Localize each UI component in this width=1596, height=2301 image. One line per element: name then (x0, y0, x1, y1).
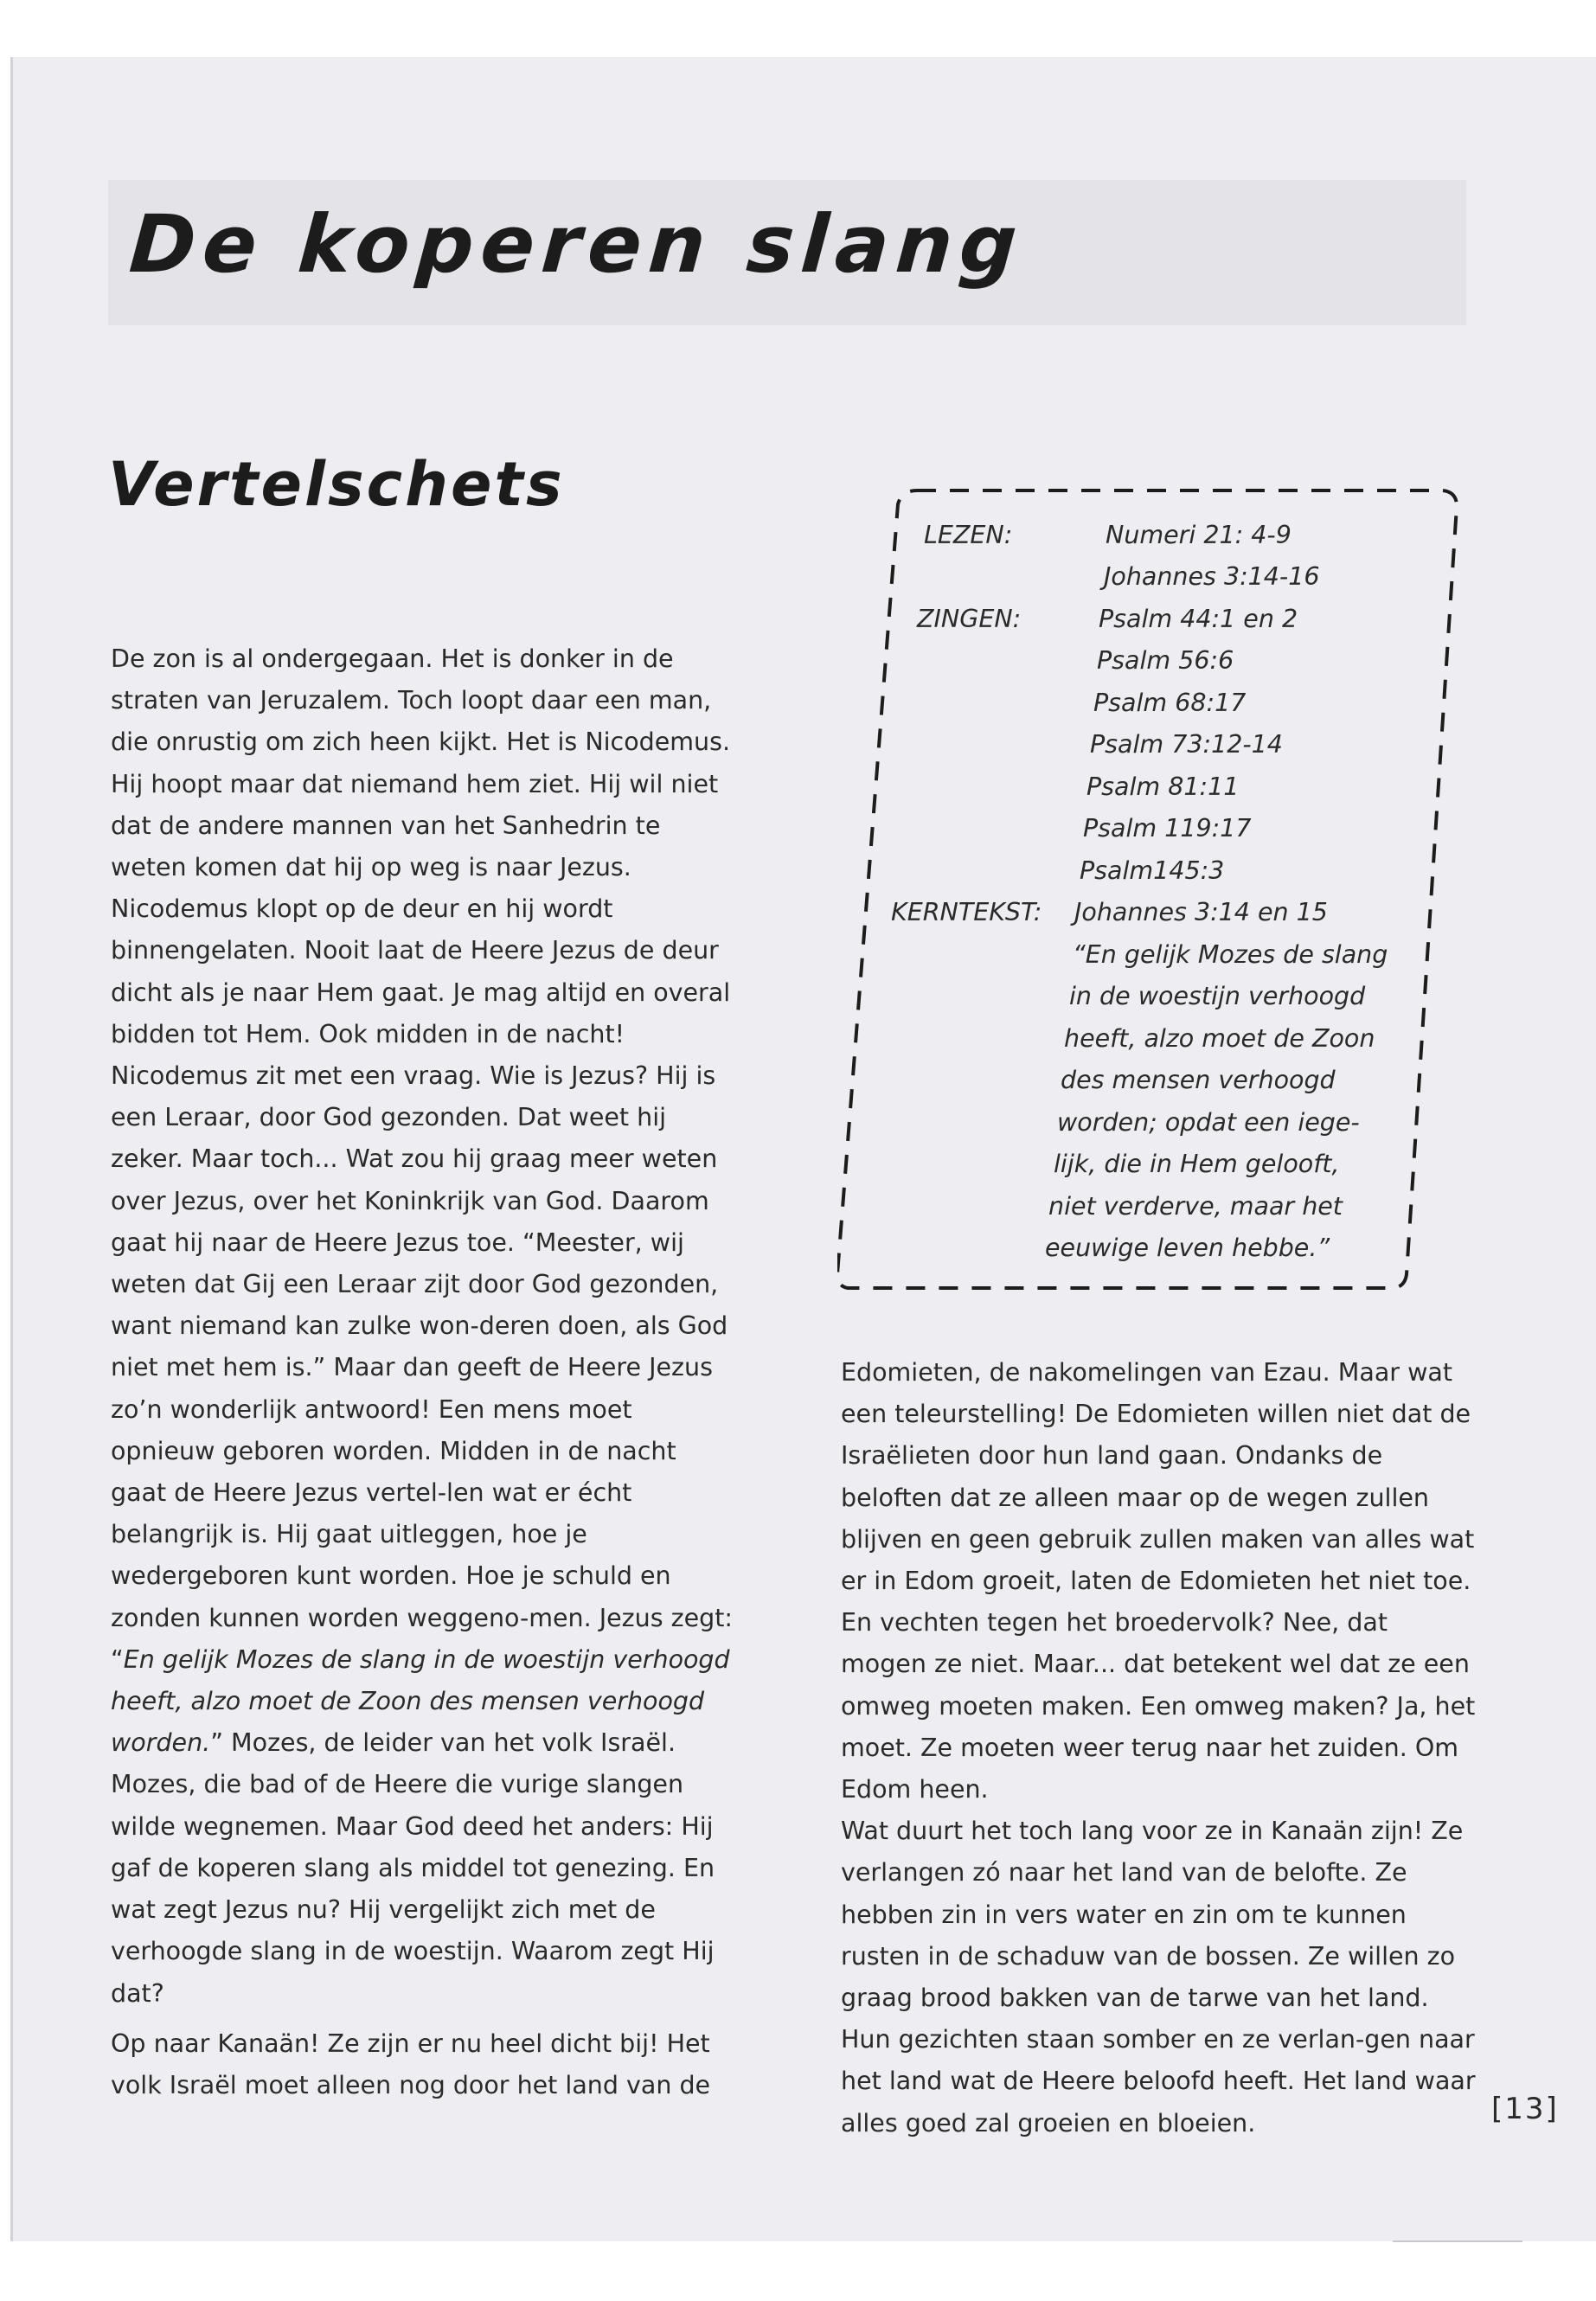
left-paragraph-1-text-b: ” Mozes, de leider van het volk Israël. Mozes, die bad of de Heere die vurige slangen wilde wegnemen. Maar God deed het anders: Hij gaf de koperen slang als middel tot genezing. En wat zegt Jezus nu? Hij vergelijkt zich met de verhoogde slang in de woestijn. Waarom zegt Hij dat? (111, 1728, 715, 2008)
right-column (841, 1352, 1477, 2144)
lezen-label: LEZEN: (924, 521, 1013, 549)
kerntekst-label: KERNTEKST: (891, 898, 1042, 926)
lezen-item: Numeri 21: 4-9 (1106, 521, 1292, 549)
kerntekst-line: eeuwige leven hebbe.” (1045, 1234, 1330, 1262)
right-paragraph-2: Wat duurt het toch lang voor ze in Kanaän zijn! Ze verlangen zó naar het land van de belofte. Ze hebben zin in vers water en zin om te kunnen rusten in de schaduw van de bossen. Ze willen zo graag brood bakken van de tarwe van het land. Hun gezichten staan somber en ze verlan-gen naar het land wat de Heere beloofd heeft. Het land waar alles goed zal groeien en bloeien. (841, 1817, 1476, 2138)
kerntekst-line: “En gelijk Mozes de slang (1073, 940, 1388, 969)
left-paragraph-1 (111, 638, 738, 2015)
left-column (111, 638, 738, 2106)
zingen-item: Psalm 73:12-14 (1090, 730, 1283, 759)
kerntekst-line: heeft, alzo moet de Zoon (1064, 1024, 1375, 1053)
zingen-label: ZINGEN: (917, 605, 1022, 633)
lezen-item: Johannes 3:14-16 (1104, 562, 1320, 591)
kerntekst-line: in de woestijn verhoogd (1069, 982, 1366, 1010)
kerntekst-line: lijk, die in Hem gelooft, (1054, 1150, 1340, 1178)
page-edge-line (1393, 2240, 1522, 2242)
kerntekst-line: niet verderve, maar het (1048, 1192, 1343, 1221)
zingen-item: Psalm 119:17 (1083, 814, 1252, 843)
zingen-item: Psalm 81:11 (1086, 772, 1240, 801)
kerntekst-line: worden; opdat een iege- (1057, 1108, 1360, 1137)
kerntekst-quote-inline: En gelijk Mozes de slang in de woestijn verhoogd heeft, alzo moet de Zoon des mensen verhoogd worden. (111, 1644, 730, 1758)
zingen-item: Psalm 44:1 en 2 (1099, 605, 1298, 633)
left-paragraph-2: Op naar Kanaän! Ze zijn er nu heel dicht bij! Het volk Israël moet alleen nog door het land van de (111, 2029, 711, 2099)
right-paragraph-1: Edomieten, de nakomelingen van Ezau. Maar wat een teleurstelling! De Edomieten willen niet dat de Israëlieten door hun land gaan. Ondanks de beloften dat ze alleen maar op de wegen zullen blijven en geen gebruik zullen maken van alles wat er in Edom groeit, laten de Edomieten het niet toe. En vechten tegen het broedervolk? Nee, dat mogen ze niet. Maar... dat betekent wel dat ze een omweg moeten maken. Een omweg maken? Ja, het moet. Ze moeten weer terug naar het zuiden. Om Edom heen. (841, 1358, 1476, 1804)
zingen-item: Psalm 56:6 (1097, 646, 1234, 675)
kerntekst-reference: Johannes 3:14 en 15 (1074, 898, 1328, 926)
zingen-item: Psalm145:3 (1080, 856, 1225, 885)
kerntekst-line: des mensen verhoogd (1061, 1066, 1336, 1094)
zingen-item: Psalm 68:17 (1093, 689, 1247, 717)
left-paragraph-1-text-a: De zon is al ondergegaan. Het is donker in de straten van Jeruzalem. Toch loopt daar een man, die onrustig om zich heen kijkt. Het is Nicodemus. Hij hoopt maar dat niemand hem ziet. Hij wil niet dat de andere mannen van het Sanhedrin te weten komen dat hij op weg is naar Jezus. Nicodemus klopt op de deur en hij wordt binnengelaten. Nooit laat de Heere Jezus de deur dicht als je naar Hem gaat. Je mag altijd en overal bidden tot Hem. Ook midden in de nacht! Nicodemus zit met een vraag. Wie is Jezus? Hij is een Leraar, door God gezonden. Dat weet hij zeker. Maar toch... Wat zou hij graag meer weten over Jezus, over het Koninkrijk van God. Daarom gaat hij naar de Heere Jezus toe. “Meester, wij weten dat Gij een Leraar zijt door God gezonden, want niemand kan zulke won-deren doen, als God niet met hem is.” Maar dan geeft de Heere Jezus zo’n wonderlijk antwoord! Een mens moet opnieuw geboren worden. Midden in de nacht gaat de Heere Jezus vertel-len wat er écht belangrijk is. Hij gaat uitleggen, hoe je wedergeboren kunt worden. Hoe je schuld en zonden kunnen worden weggeno-men. Jezus zegt: “ (111, 644, 733, 1674)
page-title: De koperen slang (126, 198, 1027, 291)
section-heading: Vertelschets (108, 449, 565, 520)
page-number: [13] (1491, 2092, 1559, 2126)
info-box (837, 480, 1471, 1302)
